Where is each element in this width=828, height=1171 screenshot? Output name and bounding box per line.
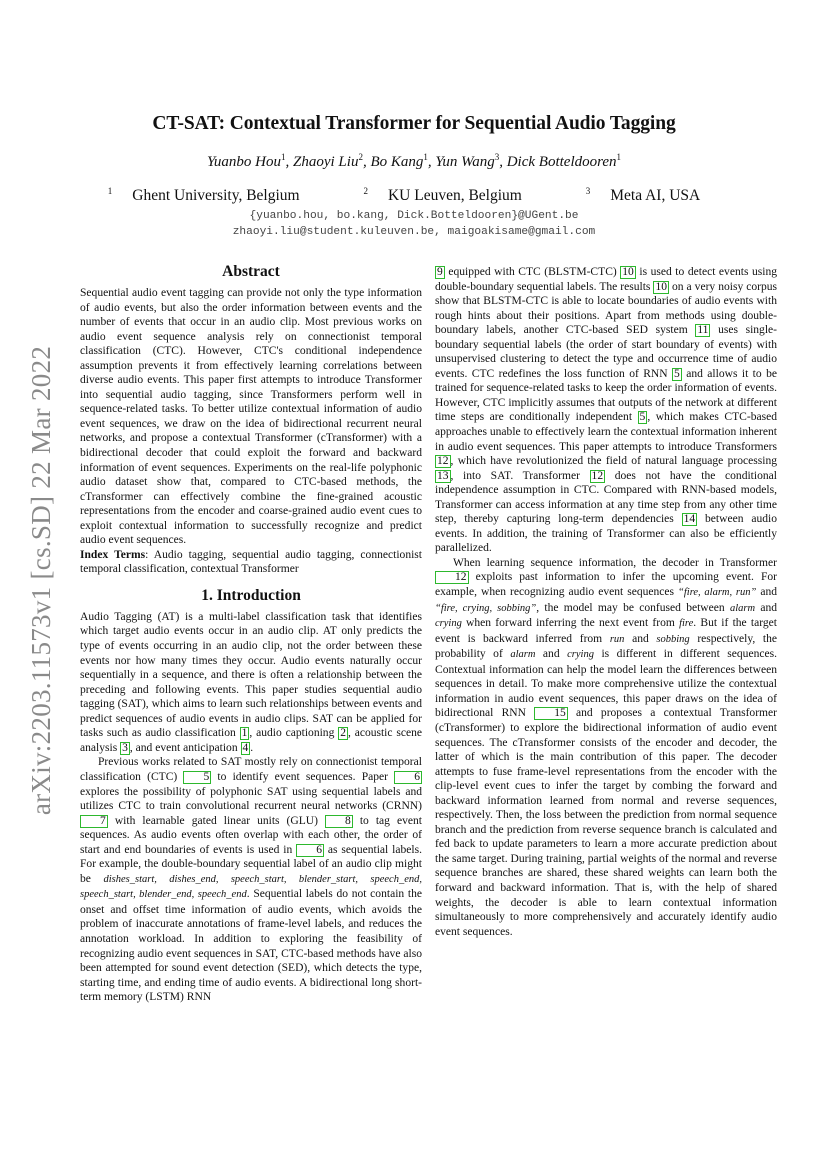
author-list: Yuanbo Hou$^1$, Zhaoyi Liu$^2$, Bo Kang$^1$, Yun Wang$^3$, Dick Botteldooren$^1$ [206,152,622,170]
abstract-text: Sequential audio event tagging can provide not only the type information of audio events, but also the order information between events and the number of events that occur in an audio clip. Most previous works on audio event sequence analysis rely on connectionist temporal classification (CTC). However, CTC's conditional independence assumption prevents it from effectively learning correlations between diverse audio events. This paper first attempts to introduce Transformer into sequential audio tagging, since Transformers perform well in sequence-related tasks. To better utilize contextual information of audio event sequences, we draw on the idea of bidirectional recurrent neural networks, and propose a contextual Transformer (cTransformer) with a bidirectional decoder that could exploit the forward and backward information of event sequences. Experiments on the real-life polyphonic audio dataset show that, compared to CTC-based methods, the cTransformer can effectively combine the fine-grained acoustic representations from the encoder and coarse-grained audio event cues to exploit contextual information to successfully recognize and predict audio event sequences. [80,287,422,547]
citation-link[interactable]: 6 [296,844,324,857]
affiliation: $^3$ Meta AI, USA [585,186,701,204]
citation-link[interactable]: 10 [622,266,634,278]
affiliation-list [0,186,828,205]
email-line: zhaoyi.liu@student.kuleuven.be, maigoakisame@gmail.com [232,225,596,238]
index-terms: Index Terms: Audio tagging, sequential audio tagging, connectionist temporal classification, contextual Transformer [80,548,423,576]
intro-paragraph-3: When learning sequence information, the decoder in Transformer 12 exploits past information to infer the upcoming event. For example, when recognizing audio event sequences “fire, alarm, run” and “fire, crying, sobbing”, the model may be confused between alarm and crying when forward inferring the next event from fire. But if the target event is backward inferred from run and sobbing respectively, the probability of alarm and crying is different in different sequences. Contextual information can help the model learn the differences between sequences in detail. To make more comprehensive utilize the contextual information in audio event sequences, this paper draws on the idea of bidirectional RNN 15 and proposes a contextual Transformer (cTransformer) to explore the bidirectional information of audio event sequences. The cTransformer consists of the encoder and decoder, the latter of which is the main contribution of this paper. The decoder attempts to fuse frame-level representations from the encoder with the clip-level event cues to infer the target by combing the forward and backward information learned from normal and reverse sequences, respectively. Then, the loss between the prediction from normal sequence branch and the prediction from reverse sequence branch is calculated and fed back to update parameters to learn a more accurate prediction about the same target. During training, partial weights of the normal and reverse sequence branches are shared, these shared weights can learn both the forward and backward information. That is, with the help of shared weights, the decoder is able to learn contextual information simultaneously to more comprehensively and accurately identify audio event sequences. [435,556,778,938]
citation-link[interactable]: 10 [655,280,667,293]
author: Bo Kang$^1$ [370,152,428,170]
right-column [435,265,777,939]
citation-link[interactable]: 14 [683,513,696,526]
citation-link[interactable]: 12 [437,455,449,468]
author: Dick Botteldooren$^1$ [506,152,622,170]
citation-link[interactable]: 11 [697,324,709,337]
citation-link[interactable]: 5 [639,411,646,424]
affiliation: $^1$ Ghent University, Belgium [107,186,300,204]
email-block [0,209,828,240]
citation-link[interactable]: 8 [325,815,353,828]
citation-link[interactable]: 5 [674,367,680,380]
index-terms-label: Index Terms [80,548,146,561]
citation-link[interactable]: 3 [122,741,128,754]
citation-link[interactable]: 12 [591,469,604,482]
intro-paragraph-2-part-b: 9 equipped with CTC (BLSTM-CTC) 10 is used to detect events using double-boundary sequential labels. The results 10 on a very noisy corpus show that BLSTM-CTC is able to locate boundaries of audio events with rough hints about their positions. Apart from methods using double-boundary labels, another CTC-based SED system 11 uses single-boundary sequential labels (the order of start boundary of events) with unsupervised clustering to detect the type and occurrence time of audio events. CTC redefines the loss function of RNN 5 and allows it to be trained for sequence-related tasks to keep the order information of events. However, CTC implicitly assumes that outputs of the network at different time steps are conditionally independent 5 , which makes CTC-based approaches unable to effectively learn the contextual information inherent in audio event sequences. This paper attempts to introduce Transformers 12 , which have revolutionized the field of natural language processing 13 , into SAT. Transformer 12 does not have the conditional independence assumption in CTC. Compared with RNN-based models, Transformer can access information at any time step from any other time step, thereby capturing long-term dependencies 14 between audio events. In addition, the training of Transformer can also be efficiently parallelized. [435,266,778,555]
paper-title: CT-SAT: Contextual Transformer for Sequential Audio Tagging [152,113,676,134]
citation-link[interactable]: 15 [534,707,568,720]
citation-link[interactable]: 5 [183,771,211,784]
author: Yun Wang$^3$ [435,152,500,170]
intro-paragraph-2-part-a: Previous works related to SAT mostly rely on connectionist temporal classification (CTC) 5 to identify event sequences. Paper 6 explores the possibility of polyphonic SAT using sequential labels and utilizes CTC to train convolutional recurrent neural networks (CRNN) 7 with learnable gated linear units (GLU) 8 to tag event sequences. As audio events often overlap with each other, the order of start and end boundaries of events is used in 6 as sequential labels. For example, the double-boundary sequential label of an audio clip might be dishes_start, dishes_end, speech_start, blender_start, speech_end, speech_start, blender_end, speech_end. Sequential labels do not contain the onset and offset time information of audio events, which avoids the problem of inaccurate annotations of frame-level labels, and reduces the annotation workload. In addition to exploring the feasibility of recognizing audio event sequences in SAT, CTC-based methods have also been attempted for sound event detection (SED), which detects the type, starting time, and ending time of audio events. A bidirectional long short-term memory (LSTM) RNN [80,756,422,1004]
citation-link[interactable]: 9 [437,266,443,278]
abstract-heading: Abstract [222,263,280,280]
introduction-heading: 1. Introduction [201,586,301,604]
email-line: {yuanbo.hou, bo.kang, Dick.Botteldooren}@UGent.be [249,210,579,222]
citation-link[interactable]: 4 [242,741,249,754]
citation-link[interactable]: 2 [340,727,346,740]
author: Yuanbo Hou$^1$ [206,152,286,170]
citation-link[interactable]: 12 [435,571,469,584]
affiliation: $^2$ KU Leuven, Belgium [363,186,522,204]
arxiv-stamp-text: arXiv:2203.11573v1 [cs.SD] 22 Mar 2022 [26,345,57,815]
left-column [80,262,422,1005]
arxiv-identifier-stamp [22,295,62,865]
intro-paragraph-1: Audio Tagging (AT) is a multi-label classification task that identifies which target audio events occur in an audio clip. AT only predicts the type of events occurring in an audio clip, not the order between these events nor how many times they occur. Audio events naturally occur sequentially in a sequence, and there is often a relationship between the preceding and following events. This paper studies sequential audio tagging (SAT), which aims to learn such relationships between events and predict sequences of audio events in audio clips. SAT can be applied for tasks such as audio classification 1 , audio captioning 2 , acoustic scene analysis 3 , and event anticipation 4 . [80,610,422,754]
sequence-label-example: dishes_start, dishes_end, speech_start, blender_start, speech_end, speech_start, blender_end, speech_end [80,873,422,901]
citation-link[interactable]: 7 [80,815,108,828]
citation-link[interactable]: 13 [437,469,449,482]
author: Zhaoyi Liu$^2$ [293,152,363,170]
citation-link[interactable]: 6 [394,771,422,784]
citation-link[interactable]: 1 [241,727,248,740]
